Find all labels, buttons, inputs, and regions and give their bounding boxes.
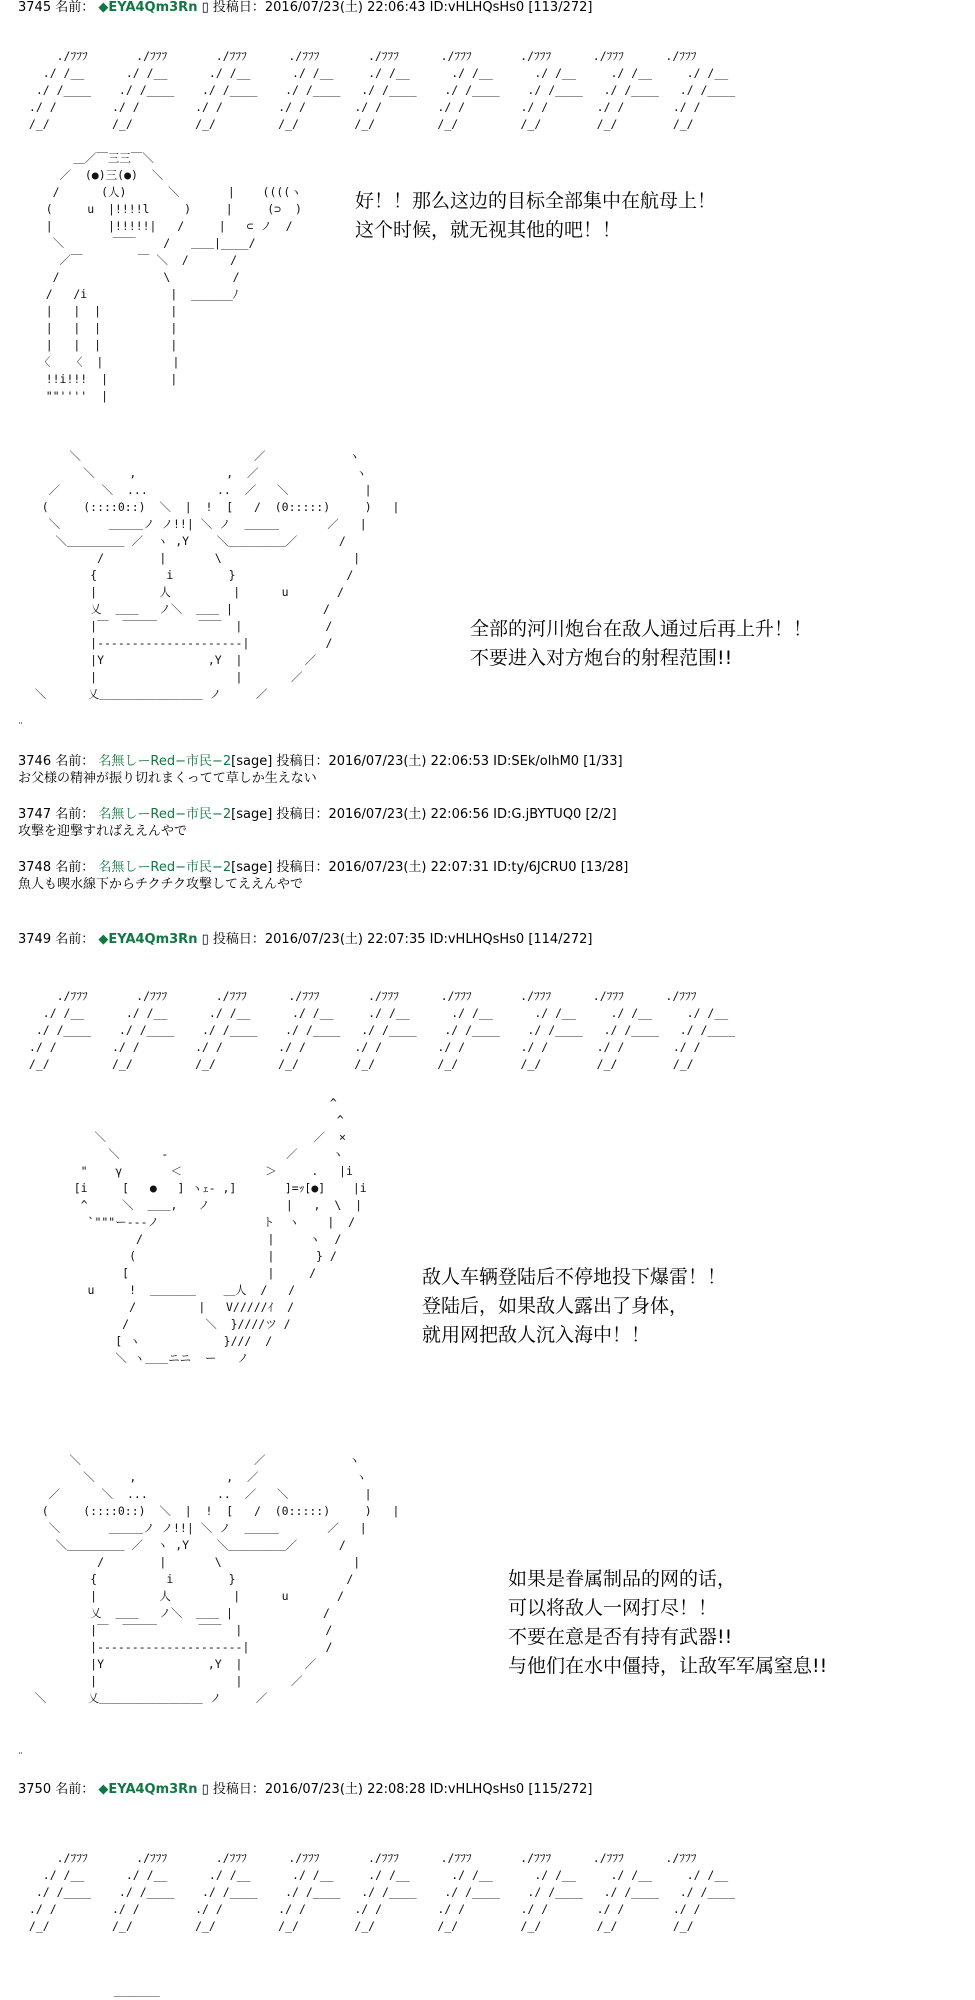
aa-character-art: ＼ ／ ヽ ＼ , , ／ ヽ ／ ＼ ... .. ／ ＼ | ( (::::0::) ＼ | ! [ / (0:::::) ) | ＼ ＿＿＿ノ ノ!!| ＼ ノ ＿＿＿ ／ | ＼＿＿＿＿＿ ／ ヽ ,Y ＼＿＿＿＿＿／ / / | \ | { i } / | 人 | u / 乂 ＿＿ ノ＼ ＿＿ | / |￣ ￣￣￣ ￣￣ | / |‐‐‐‐‐‐‐‐‐‐‐‐‐‐‐‐‐‐‐‐‐| / |Y ,Y | ／ | | ／ ＼ 乂＿＿＿＿＿＿＿＿＿ ノ ／ <box>34 449 400 701</box>
post-id[interactable]: ID:vHLHQsHs0 <box>429 1782 525 1797</box>
aa-character-art: ＼ ／ ヽ ＼ , , ／ ヽ ／ ＼ ... .. ／ ＼ | ( (::::0::) ＼ | ! [ / (0:::::) ) | ＼ ＿＿＿ノ ノ!!| ＼ ノ ＿＿＿ ／ | ＼＿＿＿＿＿ ／ ヽ ,Y ＼＿＿＿＿＿／ / / | \ | { i } / | 人 | u / 乂 ＿＿ ノ＼ ＿＿ | / |￣ ￣￣￣ ￣￣ | / |‐‐‐‐‐‐‐‐‐‐‐‐‐‐‐‐‐‐‐‐‐| / |Y ,Y | ／ | | ／ ＼ 乂＿＿＿＿＿＿＿＿＿ ノ ／ <box>34 1453 400 1705</box>
dialog-block <box>470 615 812 673</box>
box-glyph: ▯ <box>201 1782 209 1797</box>
post-id[interactable]: ID:ty/6JCRU0 <box>493 860 577 875</box>
poster-trip[interactable]: ◆EYA4Qm3Rn <box>98 932 198 947</box>
separator-dot: ¨ <box>18 722 23 733</box>
dialog-block <box>422 1263 726 1350</box>
aa-character-art: ^ ^ ＼ ／ × ＼ - ／ ヽ " γ ＜ ＞ . |i [i [ ● ] ヽｪ- ,] ]=ｯ[●] |i ^ ＼ ＿＿, ノ | , \ | `"""ー‐‐‐ノ ト ヽ | / / | ヽ / ( | } / [ | / u ! ＿＿＿＿ ＿人 / / / | V/////ｲ / / ＼ }////ツ / [ ヽ }/// / ＼ ヽ＿＿ニニ ー ノ <box>73 1096 367 1365</box>
dialog-line: 与他们在水中僵持，让敌军军属窒息!! <box>508 1655 828 1677</box>
dialog-line: 不要进入对方炮台的射程范围!! <box>470 647 733 669</box>
post-count: [2/2] <box>585 807 617 822</box>
post-date: 投稿日：2016/07/23(土) 22:06:43 <box>212 0 426 15</box>
separator-dot: ¨ <box>18 1752 23 1763</box>
post-id[interactable]: ID:vHLHQsHs0 <box>429 932 525 947</box>
post-header-3749 <box>18 932 592 948</box>
post-number: 3747 <box>18 807 52 822</box>
post-number: 3749 <box>18 932 52 947</box>
name-label: 名前： <box>55 807 95 822</box>
post-header-3747 <box>18 807 617 823</box>
post-id[interactable]: ID:SEk/olhM0 <box>493 754 580 769</box>
post-id[interactable]: ID:vHLHQsHs0 <box>429 0 525 15</box>
sage-tag: [sage] <box>231 860 273 875</box>
name-label: 名前： <box>55 860 95 875</box>
post-count: [115/272] <box>528 1782 593 1797</box>
name-label: 名前： <box>55 1782 95 1797</box>
post-number: 3745 <box>18 0 52 15</box>
slash-pattern-art: ./ﾌﾌﾌ ./ﾌﾌﾌ ./ﾌﾌﾌ ./ﾌﾌﾌ ./ﾌﾌﾌ ./ﾌﾌﾌ ./ﾌﾌﾌ ./ﾌﾌﾌ ./ﾌﾌﾌ ./ /__ ./ /__ ./ /__ ./ /__ ./ /__ ./ /__ ./ /__ ./ /__ ./ /__ ./ /____ ./ /____ ./ /____ ./ /____ ./ /____ ./ /____ ./ /____ ./ /____ ./ /____ ./ / ./ / ./ / ./ / ./ / ./ / ./ / ./ / ./ / /_/ /_/ /_/ /_/ /_/ /_/ /_/ /_/ /_/ <box>28 49 736 131</box>
poster-name[interactable]: 名無しーRed−市民−2 <box>98 754 232 769</box>
dialog-line: 可以将敌人一网打尽！！ <box>508 1597 718 1619</box>
post-id[interactable]: ID:G.jBYTUQ0 <box>493 807 582 822</box>
dialog-line: 敌人车辆登陆后不停地投下爆雷！！ <box>422 1266 727 1288</box>
dialog-line: 全部的河川炮台在敌人通过后再上升！！ <box>470 618 813 640</box>
post-number: 3746 <box>18 754 52 769</box>
name-label: 名前： <box>55 932 95 947</box>
dialog-block <box>508 1565 827 1681</box>
post-date: 投稿日：2016/07/23(土) 22:07:31 <box>276 860 490 875</box>
dialog-line: 好！！那么这边的目标全部集中在航母上！ <box>355 190 717 212</box>
dialog-line: 就用网把敌人沉入海中！！ <box>422 1324 651 1346</box>
dialog-line: 登陆后，如果敌人露出了身体， <box>422 1295 689 1317</box>
post-date: 投稿日：2016/07/23(土) 22:08:28 <box>212 1782 426 1797</box>
aa-character-art: ＿／￣三三￣＼ ／ (●)三(●) ＼ / (人) ＼ | ((((ヽ ( u |!!!!l ) | (⊃ ) | |!!!!!| / | ⊂ ノ / ＼ ￣￣ / ＿＿|____/ ／￣ ￣ ＼ / / / \ / / /i | ______ﾉ | | | | | | | | | | | | 〈 〈 | | !!i!!! | | ""'''' | <box>38 151 302 403</box>
post-header-3746 <box>18 754 623 770</box>
post-date: 投稿日：2016/07/23(土) 22:06:56 <box>276 807 490 822</box>
name-label: 名前： <box>55 754 95 769</box>
reply-body: 魚人も喫水線下からチクチク攻撃してええんやで <box>18 877 303 892</box>
post-header-3748 <box>18 860 628 876</box>
box-glyph: ▯ <box>201 932 209 947</box>
post-date: 投稿日：2016/07/23(土) 22:06:53 <box>276 754 490 769</box>
poster-name[interactable]: 名無しーRed−市民−2 <box>98 807 232 822</box>
post-count: [113/272] <box>528 0 593 15</box>
reply-body: 攻撃を迎撃すればええんやで <box>18 824 188 839</box>
post-count: [13/28] <box>580 860 629 875</box>
name-label: 名前： <box>55 0 95 15</box>
poster-trip[interactable]: ◆EYA4Qm3Rn <box>98 0 198 15</box>
sage-tag: [sage] <box>231 754 273 769</box>
post-count: [114/272] <box>528 932 593 947</box>
aa-character-art-partial: ＿＿＿＿ <box>100 1984 160 1998</box>
dialog-line: 不要在意是否有持有武器!! <box>508 1626 733 1648</box>
post-number: 3750 <box>18 1782 52 1797</box>
poster-name[interactable]: 名無しーRed−市民−2 <box>98 860 232 875</box>
post-date: 投稿日：2016/07/23(土) 22:07:35 <box>212 932 426 947</box>
poster-trip[interactable]: ◆EYA4Qm3Rn <box>98 1782 198 1797</box>
post-number: 3748 <box>18 860 52 875</box>
slash-pattern-art: ./ﾌﾌﾌ ./ﾌﾌﾌ ./ﾌﾌﾌ ./ﾌﾌﾌ ./ﾌﾌﾌ ./ﾌﾌﾌ ./ﾌﾌﾌ ./ﾌﾌﾌ ./ﾌﾌﾌ ./ /__ ./ /__ ./ /__ ./ /__ ./ /__ ./ /__ ./ /__ ./ /__ ./ /__ ./ /____ ./ /____ ./ /____ ./ /____ ./ /____ ./ /____ ./ /____ ./ /____ ./ /____ ./ / ./ / ./ / ./ / ./ / ./ / ./ / ./ / ./ / /_/ /_/ /_/ /_/ /_/ /_/ /_/ /_/ /_/ <box>28 1851 736 1933</box>
post-header-3750 <box>18 1782 592 1798</box>
dialog-line: 如果是眷属制品的网的话， <box>508 1568 737 1590</box>
post-header-3745 <box>18 0 592 16</box>
box-glyph: ▯ <box>201 0 209 15</box>
dialog-block <box>355 187 716 245</box>
sage-tag: [sage] <box>231 807 273 822</box>
dialog-line: 这个时候，就无视其他的吧！！ <box>355 219 622 241</box>
reply-body: お父様の精神が振り切れまくってて草しか生えない <box>18 771 317 786</box>
slash-pattern-art: ./ﾌﾌﾌ ./ﾌﾌﾌ ./ﾌﾌﾌ ./ﾌﾌﾌ ./ﾌﾌﾌ ./ﾌﾌﾌ ./ﾌﾌﾌ ./ﾌﾌﾌ ./ﾌﾌﾌ ./ /__ ./ /__ ./ /__ ./ /__ ./ /__ ./ /__ ./ /__ ./ /__ ./ /__ ./ /____ ./ /____ ./ /____ ./ /____ ./ /____ ./ /____ ./ /____ ./ /____ ./ /____ ./ / ./ / ./ / ./ / ./ / ./ / ./ / ./ / ./ / /_/ /_/ /_/ /_/ /_/ /_/ /_/ /_/ /_/ <box>28 989 736 1071</box>
post-count: [1/33] <box>583 754 623 769</box>
